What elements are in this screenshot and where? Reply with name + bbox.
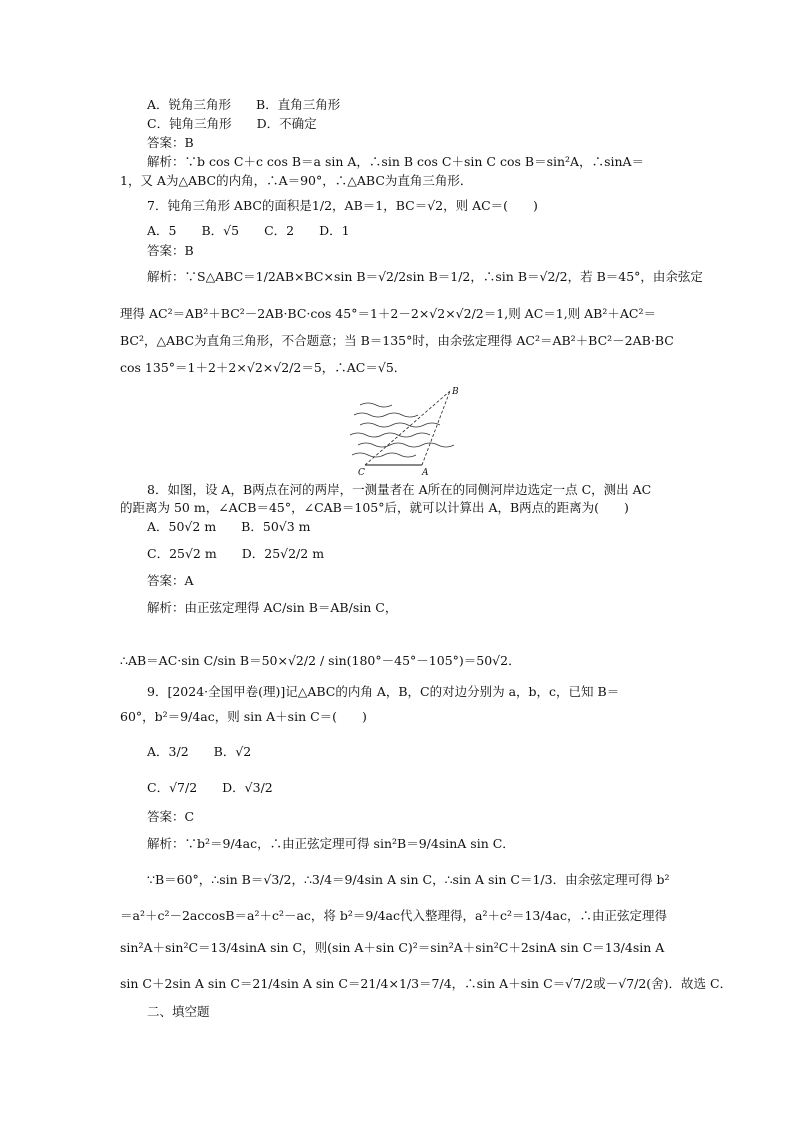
text-line: 答案：A [147, 573, 194, 588]
text-line: 解析：∵b²＝9/4ac，∴由正弦定理可得 sin²B＝9/4sinA sin C． [147, 836, 515, 851]
text-line: ∵B＝60°，∴sin B＝√3/2，∴3/4＝9/4sin A sin C，∴sin A sin C＝1/3．由余弦定理可得 b² [147, 872, 670, 887]
text-line: 解析：∵S△ABC＝1/2AB×BC×sin B＝√2/2sin B＝1/2，∴sin B＝√2/2，若 B＝45°，由余弦定 [147, 269, 703, 284]
text-line: C．钝角三角形 D．不确定 [147, 116, 317, 131]
river-figure [340, 385, 480, 477]
point-c-label: C [358, 468, 365, 477]
text-line: A．5 B．√5 C．2 D．1 [147, 223, 350, 238]
point-b-label: B [452, 387, 459, 397]
text-line: 解析：由正弦定理得 AC/sin B＝AB/sin C， [147, 600, 398, 615]
text-line: A．3/2 B．√2 [147, 744, 252, 759]
text-line: 解析：∵b cos C＋c cos B＝a sin A，∴sin B cos C＋sin C cos B＝sin²A，∴sinA＝ [147, 154, 645, 169]
text-line: 60°，b²＝9/4ac，则 sin A＋sin C＝( ) [120, 709, 367, 724]
text-line: cos 135°＝1＋2＋2×√2×√2/2＝5，∴AC＝√5． [120, 360, 407, 375]
text-line: A．50√2 m B．50√3 m [147, 519, 311, 534]
text-line: 8．如图，设 A，B两点在河的两岸，一测量者在 A所在的同侧河岸边选定一点 C，测出 AC [147, 482, 652, 497]
text-line: sin C＋2sin A sin C＝21/4sin A sin C＝21/4×1/3＝7/4，∴sin A＋sin C＝√7/2或－√7/2(舍)．故选 C． [120, 976, 733, 991]
text-line: 7．钝角三角形 ABC的面积是1/2，AB＝1，BC＝√2，则 AC＝( ) [147, 198, 538, 213]
text-line: 答案：B [147, 243, 194, 258]
text-line: A．锐角三角形 B．直角三角形 [147, 97, 341, 112]
text-line: ∴AB＝AC·sin C/sin B＝50×√2/2 / sin(180°－45°－105°)＝50√2． [120, 653, 521, 668]
text-line: BC²，△ABC为直角三角形，不合题意；当 B＝135°时，由余弦定理得 AC²＝AB²＋BC²－2AB·BC [120, 333, 674, 348]
text-line: C．√7/2 D．√3/2 [147, 780, 273, 795]
text-line: C．25√2 m D．25√2/2 m [147, 546, 325, 561]
point-a-label: A [422, 468, 429, 477]
text-line: ＝a²＋c²－2accosB＝a²＋c²－ac，将 b²＝9/4ac代入整理得，a²＋c²＝13/4ac，∴由正弦定理得 [120, 908, 667, 923]
text-line: 9．[2024·全国甲卷(理)]记△ABC的内角 A，B，C的对边分别为 a，b，c，已知 B＝ [147, 684, 620, 699]
text-line: 答案：B [147, 135, 194, 150]
text-line: sin²A＋sin²C＝13/4sinA sin C，则(sin A＋sin C)²＝sin²A＋sin²C＋2sinA sin C＝13/4sin A [120, 940, 665, 955]
text-line: 二、填空题 [147, 1004, 210, 1019]
text-line: 1，又 A为△ABC的内角，∴A＝90°，∴△ABC为直角三角形． [120, 173, 473, 188]
text-line: 理得 AC²＝AB²＋BC²－2AB·BC·cos 45°＝1＋2－2×√2×√2/2＝1,则 AC＝1,则 AB²＋AC²＝ [120, 306, 656, 321]
text-line: 的距离为 50 m，∠ACB＝45°，∠CAB＝105°后，就可以计算出 A，B两点的距离为( ) [120, 500, 629, 515]
text-line: 答案：C [147, 809, 195, 824]
